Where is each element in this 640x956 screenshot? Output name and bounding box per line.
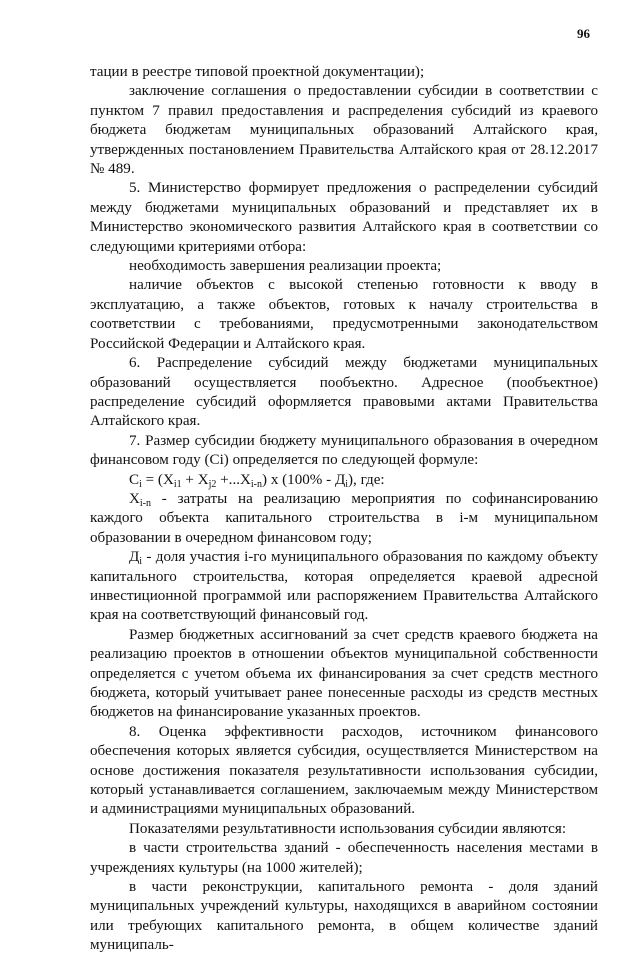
formula-term3-subscript: i-n <box>250 478 263 490</box>
formula-lhs-subscript: i <box>139 478 142 490</box>
formula-times: ) x (100% - Д <box>262 471 346 488</box>
definition-x-subscript: i-n <box>139 497 152 509</box>
paragraph-indicators-intro: Показателями результативности использования субсидии являются: <box>129 820 567 837</box>
paragraph-criterion-2: наличие объектов с высокой степенью готовности к вводу в эксплуатацию, а также объектов, готовых к началу строительства в соответствии с требованиями, предусмотренными законодательством Российской Федерации и Алтайского края. <box>90 277 598 352</box>
paragraph-indicator-reconstruction: в части реконструкции, капитального ремонта - доля зданий муниципальных учреждений культуры, находящихся в аварийном состоянии или требующих капитального ремонта, в общем количестве зданий муниципаль- <box>90 879 598 954</box>
definition-d-symbol: Д <box>129 549 140 566</box>
subsidy-formula <box>90 471 598 490</box>
formula-plus2: +...X <box>216 471 251 488</box>
definition-d <box>90 548 598 626</box>
formula-tail: ), где: <box>348 471 385 488</box>
formula-d-subscript: i <box>345 478 349 490</box>
page-number: 96 <box>577 26 590 41</box>
paragraph-continuation: тации в реестре типовой проектной документации); <box>90 64 425 80</box>
formula-eq: = (X <box>141 471 174 488</box>
document-body <box>90 63 598 956</box>
definition-d-subscript: i <box>139 556 143 568</box>
definition-x-text: - затраты на реализацию мероприятия по софинансированию каждого объекта капитального строительства в i-м муниципальном образовании в очередном финансовом году; <box>90 490 598 546</box>
formula-lhs: C <box>129 471 140 488</box>
definition-x <box>90 490 598 548</box>
paragraph-section-7: 7. Размер субсидии бюджету муниципального образования в очередном финансовом году (Ci) определяется по следующей формуле: <box>90 432 598 469</box>
formula-term2-subscript: j2 <box>208 478 217 490</box>
paragraph-agreement-condition: заключение соглашения о предоставлении субсидии в соответствии с пунктом 7 правил предоставления и распределения субсидий из краевого бюджета бюджетам муниципальных образований Алтайского края, утвержденных постановлением Правительства Алтайского края от 28.12.2017 № 489. <box>90 83 598 178</box>
paragraph-section-8: 8. Оценка эффективности расходов, источником финансового обеспечения которых является субсидия, осуществляется Министерством на основе достижения показателя результативности использования субсидии, который устанавливается соглашением, заключаемым между Министерством и администрациями муниципальных образований. <box>90 723 598 818</box>
paragraph-criterion-1: необходимость завершения реализации проекта; <box>129 258 442 275</box>
formula-term1-subscript: i1 <box>173 478 182 490</box>
paragraph-indicator-construction: в части строительства зданий - обеспеченность населения местами в учреждениях культуры (на 1000 жителей); <box>90 840 598 876</box>
paragraph-section-5: 5. Министерство формирует предложения о распределении субсидий между бюджетами муниципальных образований и представляет их в Министерство экономического развития Алтайского края в соответствии со следующими критериями отбора: <box>90 180 598 255</box>
paragraph-budget-allocation: Размер бюджетных ассигнований за счет средств краевого бюджета на реализацию проектов в отношении объектов муниципальной собственности определяется с учетом объема их финансирования за счет средств местного бюджета, который учитывает ранее понесенные расходы из средств местных бюджетов на финансирование указанных проектов. <box>90 626 598 721</box>
paragraph-section-6: 6. Распределение субсидий между бюджетами муниципальных образований осуществляется пообъектно. Адресное (пообъектное) распределение субсидий оформляется правовыми актами Правительства Алтайского края. <box>90 355 598 430</box>
formula-plus1: + X <box>181 471 209 488</box>
definition-d-text: - доля участия i-го муниципального образования по каждому объекту капитального строительства, которая определяется краевой адресной инвестиционной программой или распоряжением Правительства Алтайского края на соответствующий финансовый год. <box>90 549 598 624</box>
definition-x-symbol: X <box>129 490 140 507</box>
